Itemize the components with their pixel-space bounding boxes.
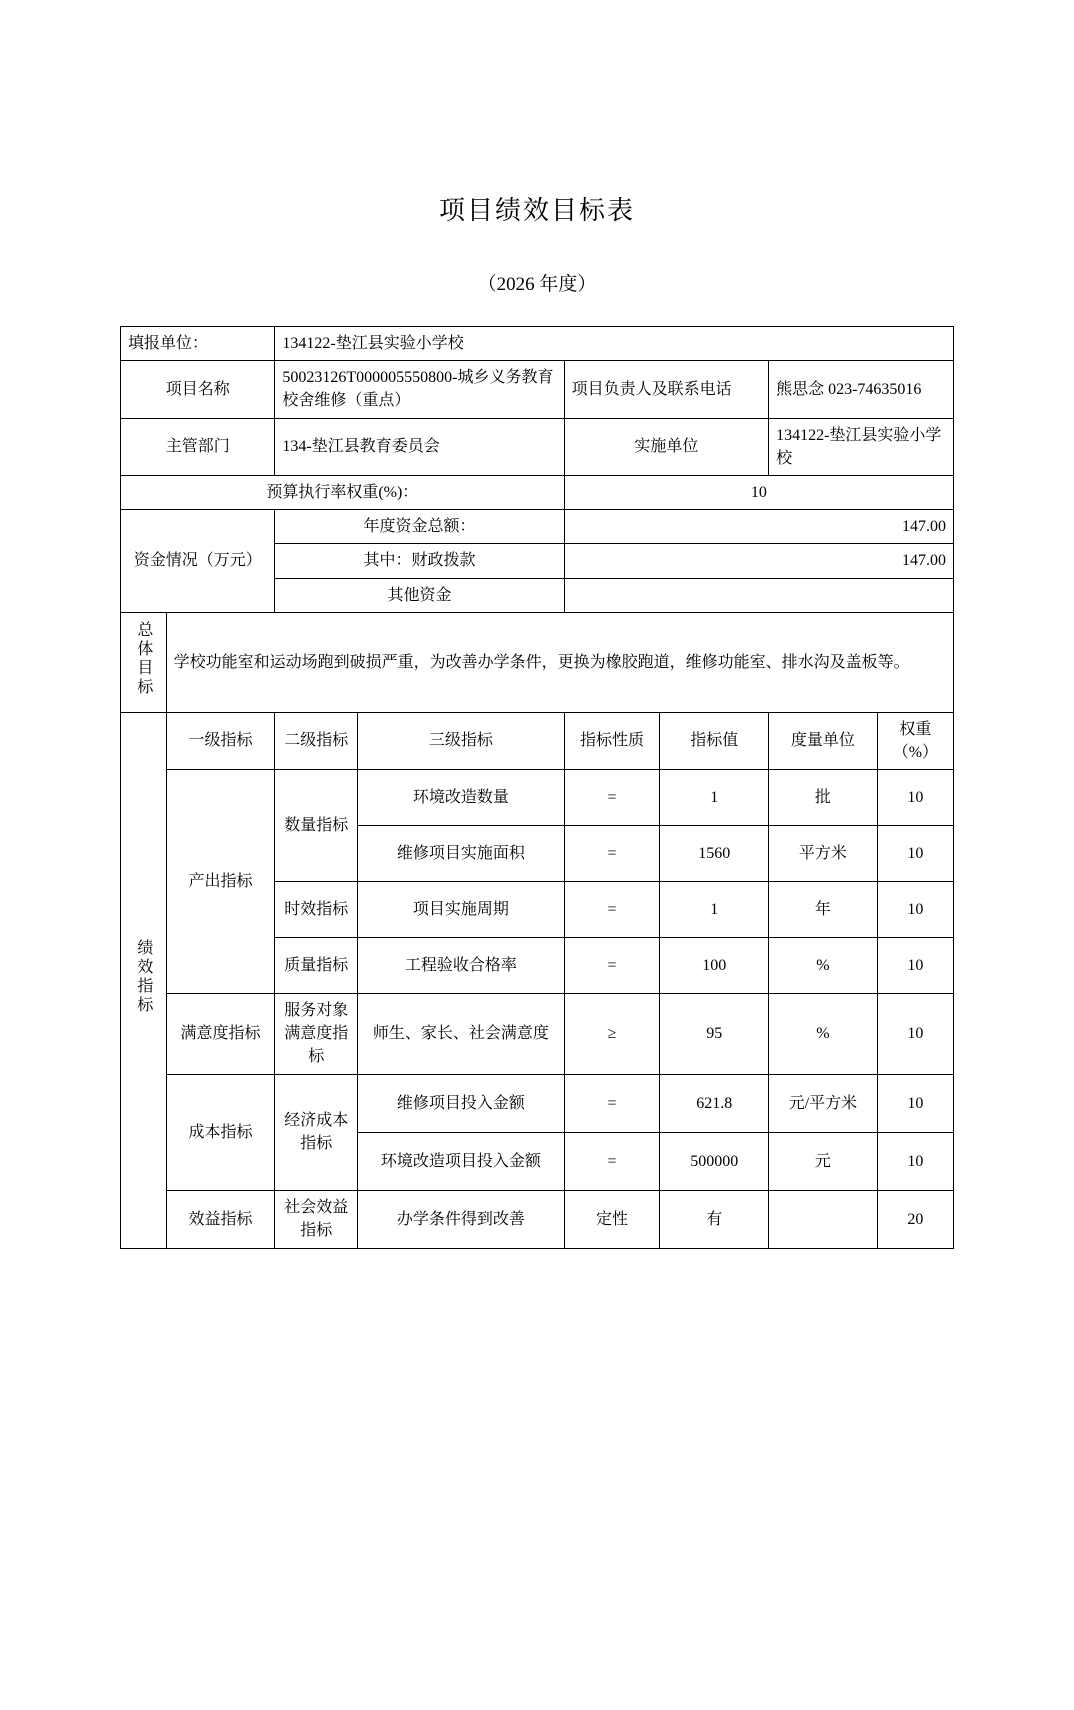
indicator-weight: 10 [877, 994, 953, 1075]
indicator-weight: 10 [877, 826, 953, 882]
supervising-dept-value: 134-垫江县教育委员会 [275, 418, 564, 475]
col-header-weight: 权重（%） [877, 712, 953, 769]
indicator-value: 500000 [660, 1132, 769, 1190]
nature-value: = [564, 1132, 660, 1190]
nature-value: = [564, 938, 660, 994]
table-row [121, 994, 954, 1075]
indicator-unit [769, 1190, 878, 1248]
level1-benefit: 效益指标 [166, 1190, 275, 1248]
level2-satisfaction: 服务对象满意度指标 [275, 994, 358, 1075]
budget-execution-label: 预算执行率权重(%)： [121, 475, 565, 509]
table-row [121, 1190, 954, 1248]
nature-value: 定性 [564, 1190, 660, 1248]
supervising-dept-label: 主管部门 [121, 418, 275, 475]
nature-value: = [564, 1074, 660, 1132]
reporting-unit-value: 134122-垫江县实验小学校 [275, 327, 954, 361]
level2-quantity: 数量指标 [275, 770, 358, 882]
indicator-weight: 10 [877, 770, 953, 826]
col-header-level3: 三级指标 [358, 712, 565, 769]
indicator-weight: 10 [877, 1132, 953, 1190]
level3-label: 维修项目实施面积 [358, 826, 565, 882]
funds-total-label: 年度资金总额： [275, 510, 564, 544]
implementing-unit-label: 实施单位 [564, 418, 768, 475]
table-row-indicator-header [121, 712, 954, 769]
indicators-section-label-text: 绩效指标 [134, 938, 152, 1015]
performance-goal-table [120, 326, 954, 1249]
overall-goal-label-text: 总体目标 [134, 620, 152, 697]
level3-label: 维修项目投入金额 [358, 1074, 565, 1132]
table-row-supervising-dept [121, 418, 954, 475]
level3-label: 办学条件得到改善 [358, 1190, 565, 1248]
table-row-funds-total [121, 510, 954, 544]
page-title: 项目绩效目标表 [438, 196, 635, 225]
col-header-level2: 二级指标 [275, 712, 358, 769]
col-header-unit: 度量单位 [769, 712, 878, 769]
table-row [121, 1074, 954, 1132]
overall-goal-label [121, 612, 167, 712]
funds-other-label: 其他资金 [275, 578, 564, 612]
project-leader-value: 熊思念 023-74635016 [769, 361, 954, 418]
indicator-unit: % [769, 938, 878, 994]
level2-quality: 质量指标 [275, 938, 358, 994]
indicator-weight: 10 [877, 1074, 953, 1132]
funds-fiscal-label: 其中：财政拨款 [275, 544, 564, 578]
project-name-value: 50023126T000005550800-城乡义务教育校舍维修（重点） [275, 361, 564, 418]
project-name-label: 项目名称 [121, 361, 275, 418]
col-header-level1: 一级指标 [166, 712, 275, 769]
level3-label: 师生、家长、社会满意度 [358, 994, 565, 1075]
level3-label: 项目实施周期 [358, 882, 565, 938]
nature-value: = [564, 770, 660, 826]
funds-other-value [564, 578, 953, 612]
indicator-weight: 10 [877, 882, 953, 938]
level3-label: 环境改造数量 [358, 770, 565, 826]
table-row-reporting-unit [121, 327, 954, 361]
indicator-unit: 元 [769, 1132, 878, 1190]
indicator-value: 621.8 [660, 1074, 769, 1132]
indicators-section-label [121, 712, 167, 1248]
level3-label: 环境改造项目投入金额 [358, 1132, 565, 1190]
level3-label: 工程验收合格率 [358, 938, 565, 994]
indicator-value: 1 [660, 882, 769, 938]
level1-cost: 成本指标 [166, 1074, 275, 1190]
indicator-unit: 批 [769, 770, 878, 826]
funds-fiscal-value: 147.00 [564, 544, 953, 578]
indicator-value: 1 [660, 770, 769, 826]
nature-value: ≥ [564, 994, 660, 1075]
overall-goal-text: 学校功能室和运动场跑到破损严重，为改善办学条件，更换为橡胶跑道，维修功能室、排水沟及盖板等。 [166, 612, 953, 712]
indicator-value: 有 [660, 1190, 769, 1248]
indicator-weight: 20 [877, 1190, 953, 1248]
document-page [0, 190, 1074, 1710]
level2-timeliness: 时效指标 [275, 882, 358, 938]
level2-economic-cost: 经济成本指标 [275, 1074, 358, 1190]
page-subtitle: （2026 年度） [477, 274, 597, 295]
indicator-value: 95 [660, 994, 769, 1075]
level2-social-benefit: 社会效益指标 [275, 1190, 358, 1248]
indicator-value: 100 [660, 938, 769, 994]
funds-total-value: 147.00 [564, 510, 953, 544]
table-row-budget-execution [121, 475, 954, 509]
project-leader-label: 项目负责人及联系电话 [564, 361, 768, 418]
indicator-unit: % [769, 994, 878, 1075]
level1-output: 产出指标 [166, 770, 275, 994]
table-row [121, 770, 954, 826]
col-header-nature: 指标性质 [564, 712, 660, 769]
level1-satisfaction: 满意度指标 [166, 994, 275, 1075]
budget-execution-value: 10 [564, 475, 953, 509]
table-row-project-name [121, 361, 954, 418]
indicator-unit: 元/平方米 [769, 1074, 878, 1132]
implementing-unit-value: 134122-垫江县实验小学校 [769, 418, 954, 475]
table-row-overall-goal [121, 612, 954, 712]
col-header-value: 指标值 [660, 712, 769, 769]
nature-value: = [564, 882, 660, 938]
reporting-unit-label: 填报单位： [121, 327, 275, 361]
indicator-weight: 10 [877, 938, 953, 994]
indicator-unit: 平方米 [769, 826, 878, 882]
indicator-unit: 年 [769, 882, 878, 938]
funds-label: 资金情况（万元） [121, 510, 275, 613]
nature-value: = [564, 826, 660, 882]
indicator-value: 1560 [660, 826, 769, 882]
